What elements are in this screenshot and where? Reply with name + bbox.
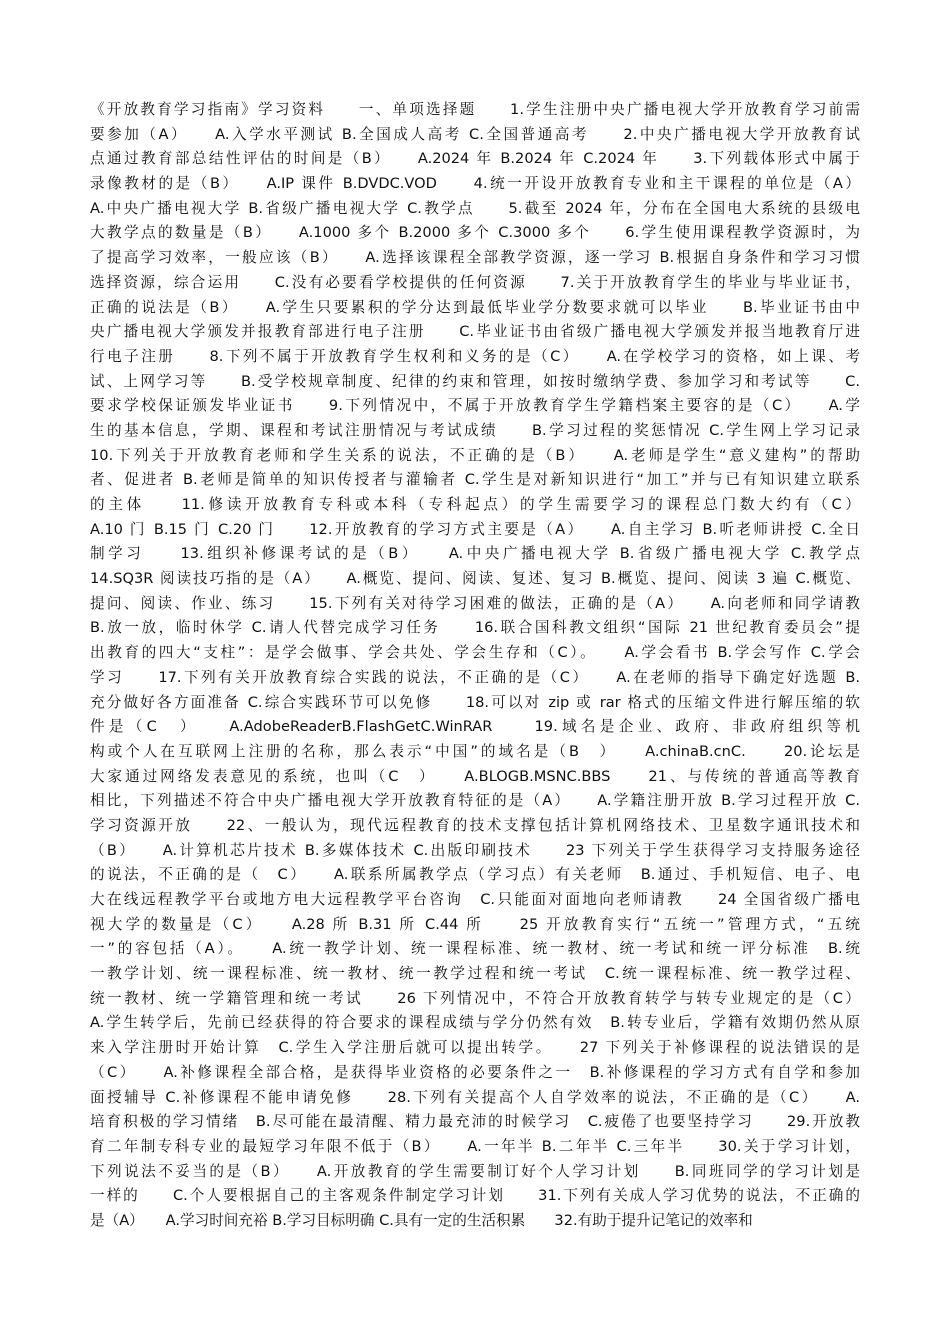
text-line: 构或个人在互联网上注册的名称，那么表示“中国”的域名是（B ） A.chinaB.cnC. 20.论坛是 — [90, 742, 860, 760]
text-line: 正确的说法是（B） A.学生只要累积的学分达到最低毕业学分数要求就可以毕业 B.毕业证书由中 — [90, 298, 860, 316]
text-line: 录像教材的是（B） A.IP 课件 B.DVDC.VOD 4.统一开设开放教育专业和主干课程的单位是（A） — [90, 175, 860, 193]
text-line: B.放一放，临时休学 C.请人代替完成学习任务 16.联合国科教文组织“国际 21 世纪教育委员会”提 — [90, 619, 860, 637]
text-line: 者、促进者 B.老师是简单的知识传授者与灌输者 C.学生是对新知识进行“加工”并与已有知识建立联系 — [90, 471, 860, 489]
text-line: 的主体 11.修读开放教育专科或本科（专科起点）的学生需要学习的课程总门数大约有（C） — [90, 496, 860, 513]
text-line: 一样的 C.个人要根据自己的主客观条件制定学习计划 31.下列有关成人学习优势的说法，不正确的 — [90, 1187, 860, 1205]
text-line: 大教学点的数量是（B） A.1000 多个 B.2000 多个 C.3000 多个 6.学生使用课程教学资源时，为 — [90, 224, 860, 242]
document-body — [90, 98, 860, 1234]
text-line: 要求学校保证颁发毕业证书 9.下列情况中，不属于开放教育学生学籍档案主要容的是（C） A.学 — [90, 397, 860, 415]
text-line: 一”的容包括（A）。 A.统一教学计划、统一课程标准、统一教材、统一考试和统一评分标准 B.统 — [90, 940, 860, 958]
text-line: 一教学计划、统一课程标准、统一教材、统一教学过程和统一考试 C.统一课程标准、统一教学过程、 — [90, 965, 860, 983]
text-line: 充分做好各方面准备 C.综合实践环节可以免修 18.可以对 zip 或 rar 格式的压缩文件进行解压缩的软 — [90, 693, 860, 711]
text-line: 选择资源，综合运用 C.没有必要看学校提供的任何资源 7.关于开放教育学生的毕业与毕业证书， — [90, 273, 860, 291]
text-line: 视大学的数量是（C） A.28 所 B.31 所 C.44 所 25 开放教育实行“五统一”管理方式，“五统 — [90, 915, 860, 933]
text-line: 《开放教育学习指南》学习资料 一、单项选择题 1.学生注册中央广播电视大学开放教育学习前需 — [90, 101, 860, 118]
text-line: 件是（C ） A.AdobeReaderB.FlashGetC.WinRAR 19.域名是企业、政府、非政府组织等机 — [90, 718, 860, 736]
text-line: 育二年制专科专业的最短学习年限不低于（B） A.一年半 B.二年半 C.三年半 30.关于学习计划， — [90, 1137, 860, 1155]
text-line: 10.下列关于开放教育老师和学生关系的说法，不正确的是（B） A.老师是学生“意义建构”的帮助 — [90, 446, 860, 464]
text-line: 大家通过网络发表意见的系统，也叫（C ） A.BLOGB.MSNC.BBS 21、与传统的普通高等教育 — [90, 767, 860, 785]
text-line: A.中央广播电视大学 B.省级广播电视大学 C.教学点 5.截至 2024 年，分布在全国电大系统的县级电 — [90, 199, 860, 217]
text-line: 学习 17.下列有关开放教育综合实践的说法，不正确的是（C） A.在老师的指导下确定好选题 B. — [90, 668, 860, 686]
text-line: 大在线远程教学平台或地方电大远程教学平台咨询 C.只能面对面地向老师请教 24 全国省级广播电 — [90, 891, 860, 908]
text-line: 出教育的四大“支柱”：是学会做事、学会共处、学会生存和（C）。 A.学会看书 B.学会写作 C.学会 — [90, 644, 860, 662]
text-line: （B） A.计算机芯片技术 B.多媒体技术 C.出版印刷技术 23 下列关于学生获得学习支持服务途径 — [90, 841, 860, 859]
text-line: 了提高学习效率，一般应该（B） A.选择该课程全部教学资源，逐一学习 B.根据自身条件和学习习惯 — [90, 249, 860, 267]
text-line: 来入学注册时开始计算 C.学生入学注册后就可以提出转学。 27 下列关于补修课程的说法错误的是 — [90, 1039, 860, 1057]
text-line: 面授辅导 C.补修课程不能申请免修 28.下列有关提高个人自学效率的说法，不正确的是（C） A. — [90, 1088, 860, 1106]
text-line: 下列说法不妥当的是（B） A.开放教育的学生需要制订好个人学习计划 B.同班同学的学习计划是 — [90, 1162, 860, 1180]
text-line: 是（A） A.学习时间充裕 B.学习目标明确 C.具有一定的生活积累 32.有助于提升记笔记的效率和 — [90, 1211, 753, 1229]
text-line: 统一教材、统一学籍管理和统一考试 26 下列情况中，不符合开放教育转学与转专业规定的是（C） — [90, 989, 860, 1007]
text-line: 要参加（A） A.入学水平测试 B.全国成人高考 C.全国普通高考 2.中央广播电视大学开放教育试 — [90, 125, 860, 143]
text-line: 制学习 13.组织补修课考试的是（B） A.中央广播电视大学 B.省级广播电视大学 C.教学点 — [90, 545, 860, 563]
text-line: 行电子注册 8.下列不属于开放教育学生权利和义务的是（C） A.在学校学习的资格，如上课、考 — [90, 347, 860, 365]
text-line: 的说法，不正确的是（ C） A.联系所属教学点（学习点）有关老师 B.通过、手机短信、电子、电 — [90, 866, 860, 884]
text-line: 点通过教育部总结性评估的时间是（B） A.2024 年 B.2024 年 C.2024 年 3.下列载体形式中属于 — [90, 150, 860, 168]
text-line: 学习资源开放 22、一般认为，现代远程教育的技术支撑包括计算机网络技术、卫星数字通讯技术和 — [90, 816, 860, 834]
text-line: 生的基本信息，学期、课程和考试注册情况与考试成绩 B.学习过程的奖惩情况 C.学生网上学习记录 — [90, 421, 860, 439]
text-line: 14.SQ3R 阅读技巧指的是（A） A.概览、提问、阅读、复述、复习 B.概览、提问、阅读 3 遍 C.概览、 — [90, 570, 860, 588]
text-line: 提问、阅读、作业、练习 15.下列有关对待学习困难的做法，正确的是（A） A.向老师和同学请教 — [90, 594, 860, 612]
text-line: 相比，下列描述不符合中央广播电视大学开放教育特征的是（A） A.学籍注册开放 B.学习过程开放 C. — [90, 792, 860, 810]
text-line: A.10 门 B.15 门 C.20 门 12.开放教育的学习方式主要是（A） A.自主学习 B.听老师讲授 C.全日 — [90, 520, 860, 538]
text-line: 培育积极的学习情绪 B.尽可能在最清醒、精力最充沛的时候学习 C.疲倦了也要坚持学习 29.开放教 — [90, 1113, 860, 1131]
text-line: （C） A.补修课程全部合格，是获得毕业资格的必要条件之一 B.补修课程的学习方式有自学和参加 — [90, 1063, 860, 1081]
text-line: 央广播电视大学颁发并报教育部进行电子注册 C.毕业证书由省级广播电视大学颁发并报当地教育厅进 — [90, 323, 860, 341]
text-line: 试、上网学习等 B.受学校规章制度、纪律的约束和管理，如按时缴纳学费、参加学习和考试等 C. — [90, 372, 860, 390]
text-line: A.学生转学后，先前已经获得的符合要求的课程成绩与学分仍然有效 B.转专业后，学籍有效期仍然从原 — [90, 1014, 860, 1032]
